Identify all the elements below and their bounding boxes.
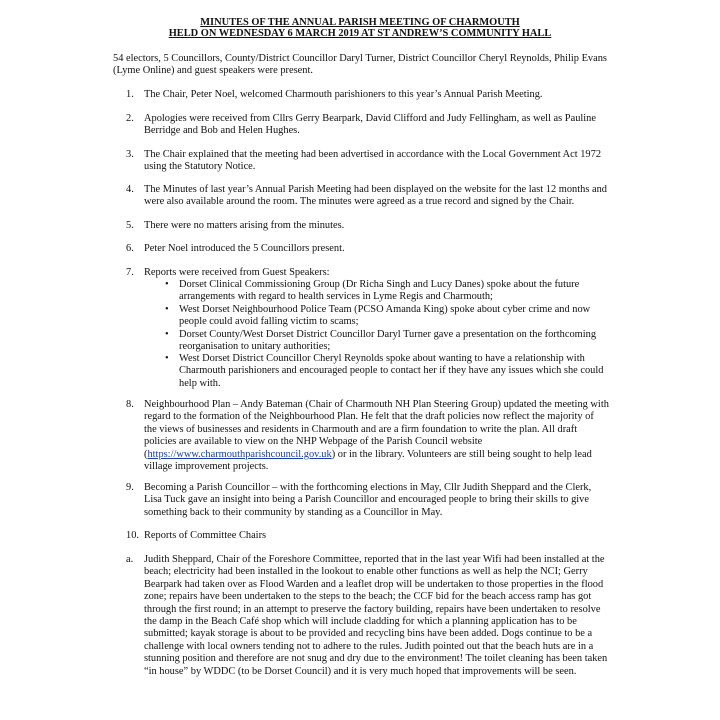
text-line: help with. <box>179 377 221 389</box>
text-line: policies are available to view on the NHP Webpage of the Parish Council website <box>144 436 483 448</box>
text-line: using the Statutory Notice. <box>144 161 256 173</box>
text-line: Judith Sheppard, Chair of the Foreshore Committee, reported that in the last year Wifi had been installed at the <box>144 554 605 565</box>
minutes-title-line-1: MINUTES OF THE ANNUAL PARISH MEETING OF CHARMOUTH <box>200 17 520 28</box>
text-line: Charmouth parishioners and encouraged people to contact her if they have any issues which she could <box>179 365 604 377</box>
text-line: The Minutes of last year’s Annual Parish Meeting had been displayed on the website for the last 12 months and <box>144 184 607 195</box>
text-line: The Chair explained that the meeting had been advertised in accordance with the Local Government Act 1972 <box>144 149 602 160</box>
text-line: beach; electricity had been installed in the lookout to enable other functions as well as help the NCI; Gerry <box>144 566 588 578</box>
item-number: 2. <box>126 113 134 124</box>
bullet-item <box>165 304 629 329</box>
text-line: The Chair, Peter Noel, welcomed Charmouth parishioners to this year’s Annual Parish Meeting. <box>144 89 543 100</box>
text-line: Neighbourhood Plan – Andy Bateman (Chair of Charmouth NH Plan Steering Group) updated the meeting with <box>144 399 609 410</box>
bullet-item <box>165 353 629 390</box>
link-open-paren: ( <box>144 448 148 460</box>
item-number: 3. <box>126 149 134 160</box>
text-line: something back to their community by standing as a Councillor in May. <box>144 506 443 518</box>
bullet-icon: • <box>165 353 169 364</box>
bullet-icon: • <box>165 304 169 315</box>
parish-council-website-link[interactable]: https://www.charmouthparishcouncil.gov.uk <box>147 448 332 460</box>
text-line: regard to the formation of the Neighbourhood Plan. He felt that the draft policies now reflect the majority of <box>144 411 594 423</box>
minutes-title-line-2: HELD ON WEDNESDAY 6 MARCH 2019 AT ST ANDREW’S COMMUNITY HALL <box>168 28 552 39</box>
text-line: Berridge and Bob and Helen Hughes. <box>144 125 300 137</box>
text-line: West Dorset District Councillor Cheryl Reynolds spoke about wanting to have a relationship with <box>179 353 585 364</box>
text-line: West Dorset Neighbourhood Police Team (PCSO Amanda King) spoke about cyber crime and now <box>179 304 591 315</box>
text-line: Reports of Committee Chairs <box>144 530 267 541</box>
item-number: a. <box>126 554 134 565</box>
item-number: 10. <box>126 530 139 541</box>
text-line: Becoming a Parish Councillor – with the forthcoming elections in May, Cllr Judith Sheppard and the Clerk, <box>144 482 592 493</box>
attendance-paragraph <box>113 53 613 78</box>
link-trailing-text: ) or in the library. Volunteers are still being sought to help lead <box>331 448 592 460</box>
text-line: reorganisation to unitary authorities; <box>179 341 331 353</box>
bullet-icon: • <box>165 279 169 290</box>
item-number: 5. <box>126 220 134 231</box>
text-line: the views of businesses and residents in Charmouth and are a firm foundation to write the plan. All draft <box>144 423 578 435</box>
item-number: 1. <box>126 89 134 100</box>
text-line: submitted; kayak storage is about to be provided and recycling bins have been added. Dogs continue to be a <box>144 628 593 640</box>
bullet-item <box>165 329 629 354</box>
bullet-icon: • <box>165 329 169 340</box>
text-line: 54 electors, 5 Councillors, County/District Councillor Daryl Turner, District Councillor Cheryl Reynolds, Philip Evans <box>113 53 607 64</box>
text-line: “in house” by WDDC (to be Dorset Council) and it is very much hoped that improvements will be seen. <box>144 665 577 677</box>
text-line: Bearpark had taken over as Flood Warden and a leaflet drop will be undertaken to those properties in the flood <box>144 578 604 590</box>
text-line: Lisa Tuck gave an insight into being a Parish Councillor and encouraged people to bring their skills to give <box>144 494 589 506</box>
text-line: arrangements with regard to health services in Lyme Regis and Charmouth; <box>179 291 493 303</box>
text-line: challenge with local owners tending not to adhere to the rules. Judith pointed out that the beach huts are in a <box>144 640 594 652</box>
text-line: (Lyme Online) and guest speakers were present. <box>113 65 313 77</box>
text-line <box>144 449 614 461</box>
text-line: people could avoid falling victim to scams; <box>179 316 359 328</box>
text-line: Apologies were received from Cllrs Gerry Bearpark, David Clifford and Judy Fellingham, as well as Pauline <box>144 113 596 124</box>
text-line: Reports were received from Guest Speakers: <box>144 267 330 278</box>
text-line: Dorset Clinical Commissioning Group (Dr Richa Singh and Lucy Danes) spoke about the future <box>179 279 580 290</box>
text-line: stunning position and therefore are not snug and dry due to the environment! The toilet cleaning has been taken <box>144 653 608 665</box>
text-line: Dorset County/West Dorset District Councillor Daryl Turner gave a presentation on the forthcoming <box>179 329 597 340</box>
text-line: were also available around the room. The minutes were agreed as a true record and signed by the Chair. <box>144 196 575 208</box>
text-line: through the first round; in an attempt to preserve the factory building, repairs have been undertaken to resolve <box>144 603 601 615</box>
item-number: 4. <box>126 184 134 195</box>
text-line: the damp in the Beach Café shop which will include cladding for which a planning application has to be <box>144 616 577 628</box>
text-line: village improvement projects. <box>144 461 269 473</box>
item-number: 7. <box>126 267 134 278</box>
text-line: zone; repairs have been undertaken to the steps to the beach; the CCF bid for the beach access ramp has got <box>144 591 592 603</box>
item-number: 8. <box>126 399 134 410</box>
item-number: 9. <box>126 482 134 493</box>
text-line: There were no matters arising from the minutes. <box>144 220 345 231</box>
item-number: 6. <box>126 243 134 254</box>
bullet-item <box>165 279 629 304</box>
text-line: Peter Noel introduced the 5 Councillors present. <box>144 243 345 254</box>
